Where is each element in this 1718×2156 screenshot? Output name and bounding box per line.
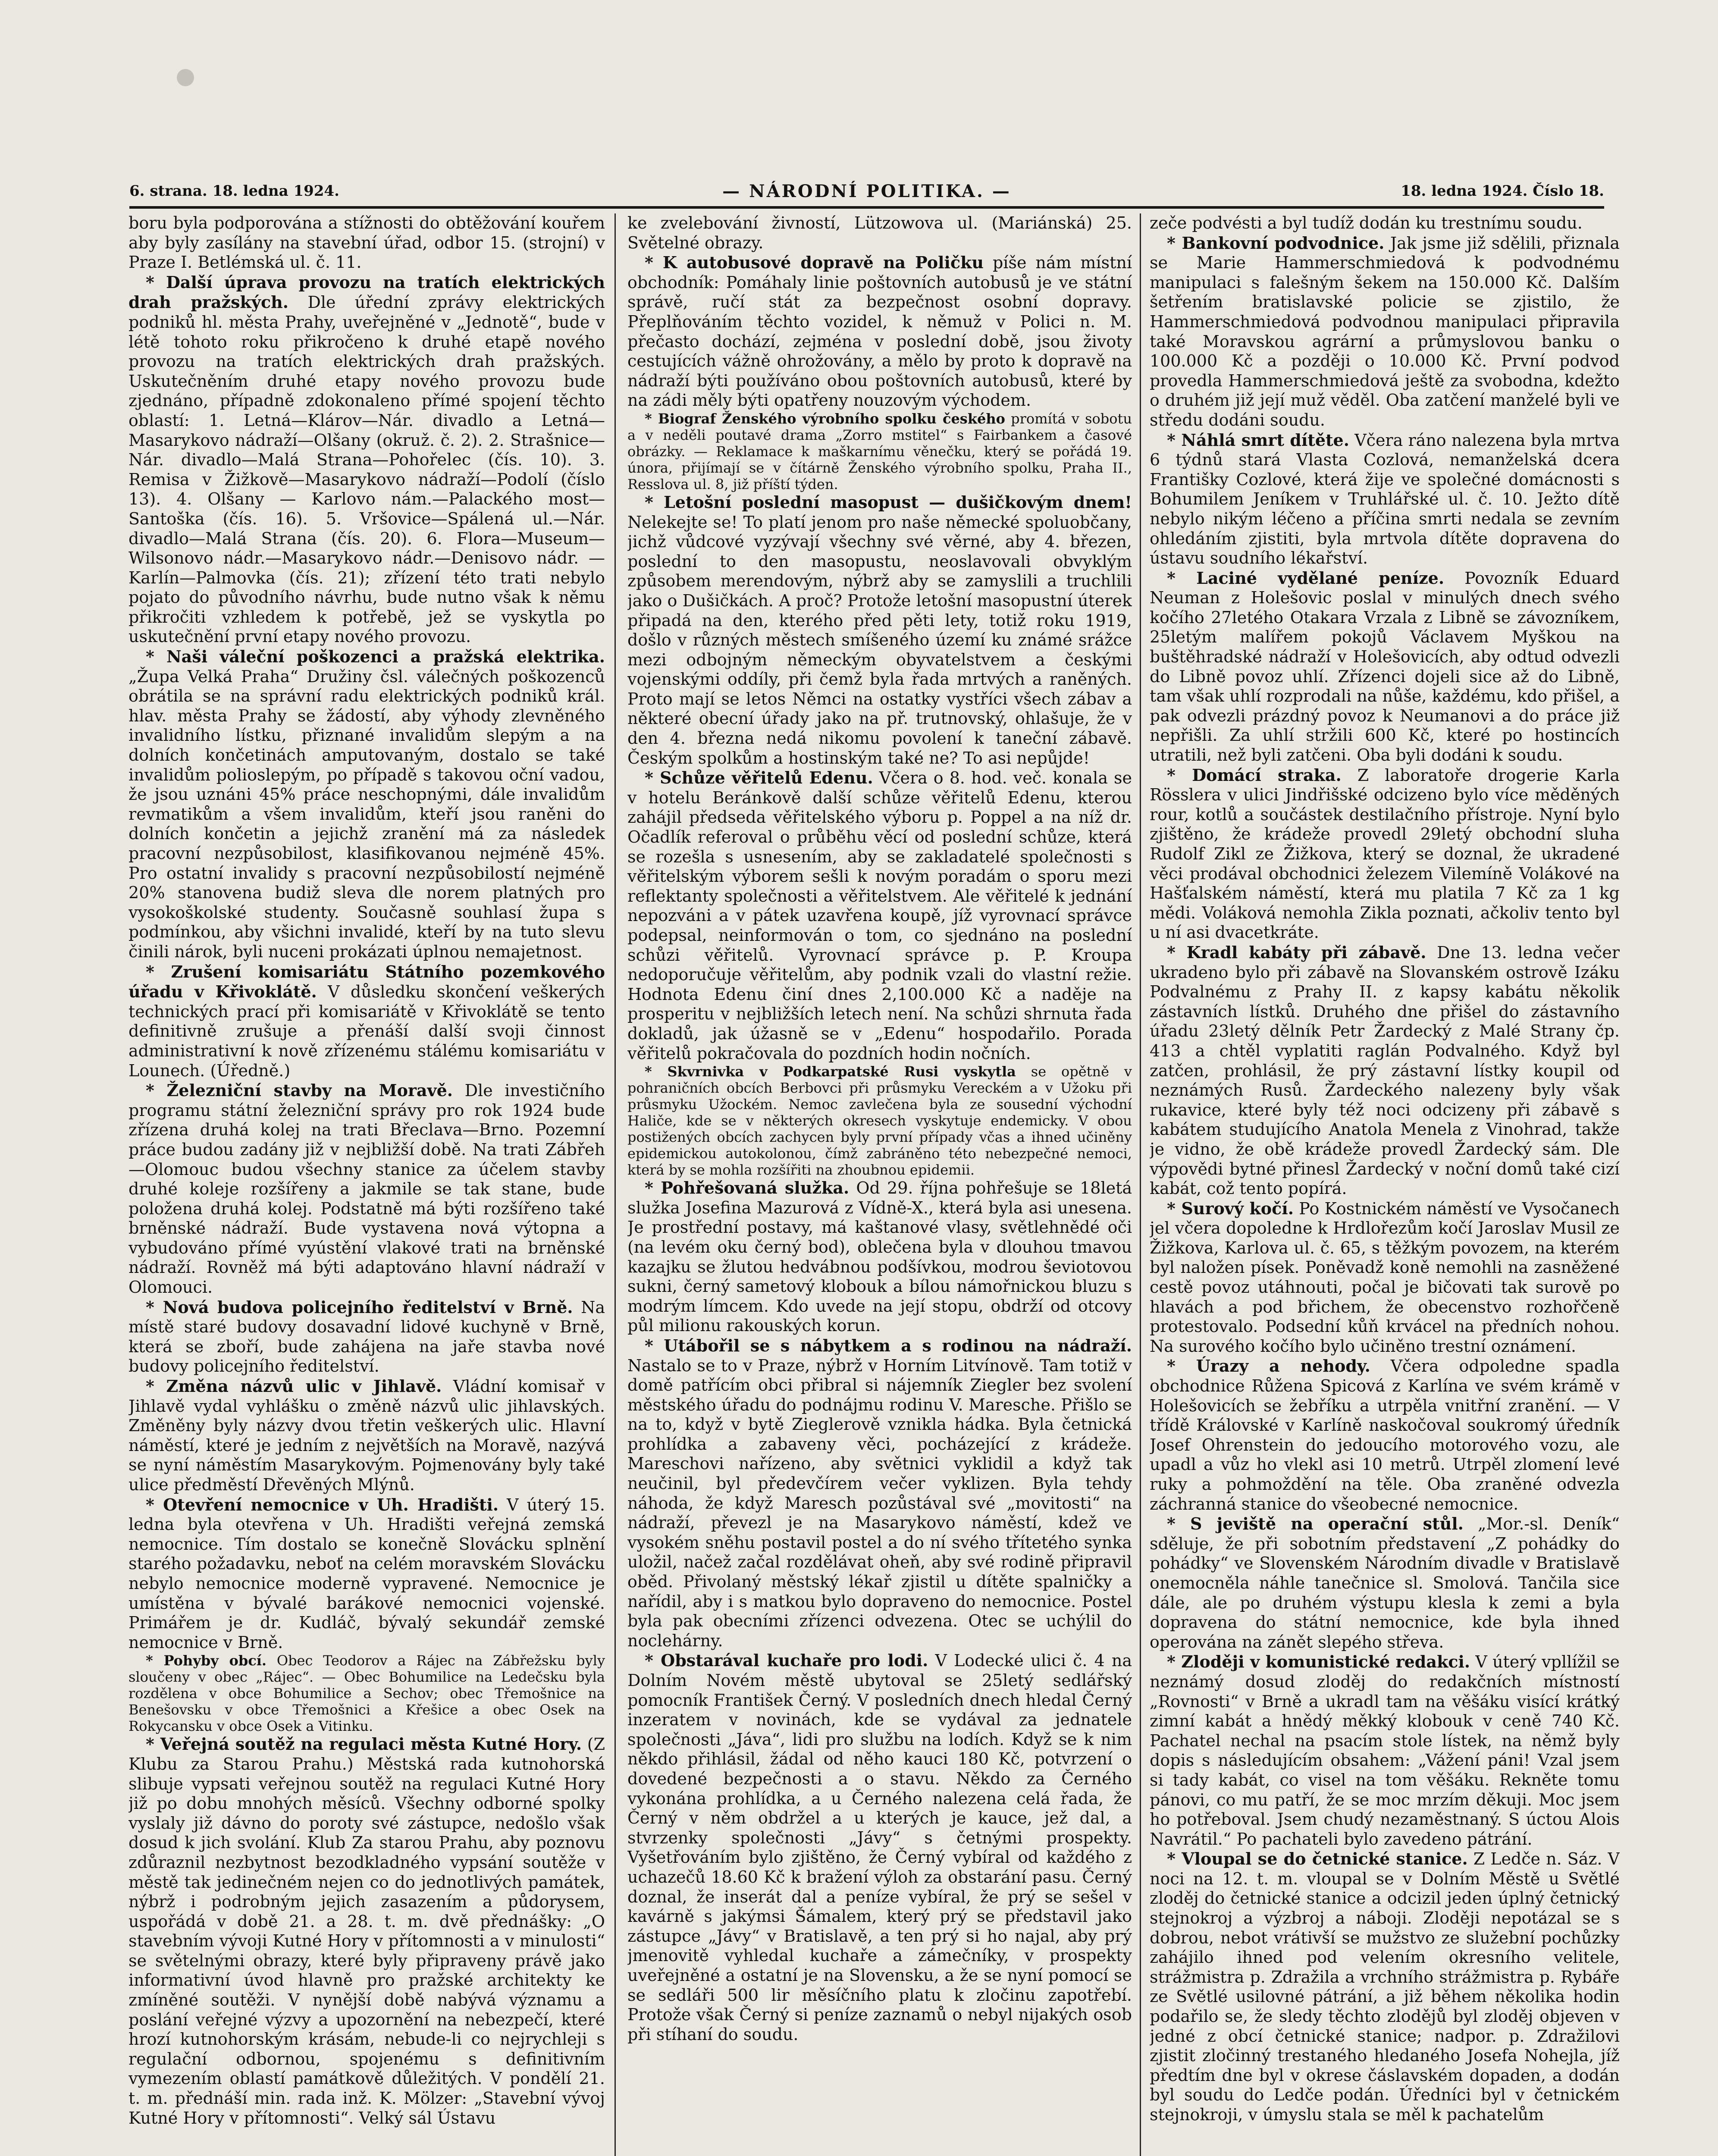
article-headline: * Domácí straka. (1167, 765, 1342, 785)
article-headline: * S jeviště na operační stůl. (1167, 1514, 1464, 1534)
article-body: Jak jsme již sdělili, přiznala se Marie Hammerschmiedová k podvodnému manipulaci s falešným šekem na 150.000 Kč. Dalším šetřením bratislavské policie se zjistilo, že Hammerschmiedová podvodnou manipulaci připravila také Moravskou agrární a průmyslovou banku o 100.000 Kč a později o 10.000 Kč. První podvod provedla Hammerschmiedová ještě za svobodna, kdežto o druhém již její muž věděl. Oba zatčení manželé byli ve středu dodáni soudu. (1150, 233, 1620, 429)
ink-spot (177, 69, 194, 86)
article-headline: * Náhlá smrt dítěte. (1167, 430, 1349, 450)
article-headline: * Nová budova policejního ředitelství v Brně. (146, 1297, 573, 1317)
article-body: ke zvelebování živností, Lützowova ul. (Mariánská) 25. Světelné obrazy. (627, 213, 1132, 252)
article-headline: * Skvrnivka v Podkarpatské Rusi vyskytla (645, 1063, 1016, 1080)
article-paragraph (1150, 233, 1620, 430)
article-body: (Z Klubu za Starou Prahu.) Městská rada kutnohorská slibuje vypsati veřejnou soutěž na regulaci Kutné Hory již po dobu mnohých měsíců. Všechny odborné spolky vyslaly již dávno do poroty své zástupce, nedošlo však dosud k jich svolání. Klub Za starou Prahu, aby poznovu zdůraznil nezbytnost bezodkladného vypsání soutěže v městě tak jedinečném nejen co do jednotlivých památek, nýbrž i podrobným jejich zasazením a půdorysem, uspořádá v době 21. a 28. t. m. dvě přednášky: „O stavebním vývoji Kutné Hory v přítomnosti a v minulosti“ se světelnými obrazy, které byly připraveny právě jako informativní úvod hlavně pro pražské architekty ke zmíněné soutěži. V nynější době nabývá významu a poslání veřejné výzvy a upozornění na nebezpečí, které hrozí kutnohorským krásám, nebude-li co nejrychleji s regulační odbornou, spojenému s definitivním vymezením oblastí památkově důležitých. V pondělí 21. t. m. přednáší min. rada inž. K. Mölzer: „Stavební vývoj Kutné Hory v přítomnosti“. Velký sál Ústavu (129, 1735, 605, 2128)
article-body: Po Kostnickém náměstí ve Vysočanech jel včera dopoledne k Hrdlořezům kočí Jaroslav Musil ze Žižkova, Karlova ul. č. 65, s těžkým povozem, na kterém byl naložen písek. Poněvadž koně nemohli na zasněžené cestě povoz utáhnouti, počal je bičovati tak surově po hlavách a pod břichem, že obecenstvo rozhořčeně protestovalo. Podsední kůň krvácel na předních nohou. Na surového kočího bylo učiněno trestní oznámení. (1150, 1199, 1620, 1356)
article-body: Včera odpoledne spadla obchodnice Růžena Spicová z Karlína ve svém krámě v Holešovicích se žebříku a utrpěla vnitřní zranění. — V třídě Královské v Karlíně naskočoval soukromý úředník Josef Ohrenstein do jedoucího motorového vozu, ale upadl a vůz ho vlekl asi 10 metrů. Utrpěl zlomení levé ruky a pohmoždění na těle. Oba zraněné odvezla záchranná stanice do všeobecné nemocnice. (1150, 1357, 1620, 1514)
article-body: V úterý 15. ledna byla otevřena v Uh. Hradišti veřejná zemská nemocnice. Tím dostalo se konečně Slovácku splnění starého požadavku, neboť na celém moravském Slovácku nebylo nemocnice moderně vypravené. Nemocnice je umístěna v bývalé barákové nemocnici vojenské. Primářem je dr. Kudláč, bývalý sekundář zemské nemocnice v Brně. (129, 1495, 605, 1652)
article-body: se opětně v pohraničních obcích Berbovci při průsmyku Vereckém a v Užoku při průsmyku Užockém. Nemoc zavlečena byla ze sousední východní Haliče, kde se v některých okresech vyskytuje endemicky. V obou postižených obcích zachycen byly první případy včas a ihned učiněny epidemickou autokolonou, čímž zabráněno této nebezpečné nemoci, která by se mohla rozšířiti na zhoubnou epidemii. (627, 1063, 1132, 1178)
article-body: „Mor.-sl. Deník“ sděluje, že při sobotním představení „Z pohádky do pohádky“ ve Slovenském Národním divadle v Bratislavě onemocněla náhle tanečnice sl. Smolová. Tančila sice dále, ale po druhém výstupu klesla k zemi a byla dopravena do státní nemocnice, kde byla ihned operována na zánět slepého střeva. (1150, 1514, 1620, 1651)
article-paragraph (627, 1651, 1132, 2044)
article-paragraph (1150, 943, 1620, 1199)
article-paragraph (129, 1734, 605, 2128)
column-divider (1140, 213, 1141, 2156)
article-paragraph (1150, 568, 1620, 765)
article-body: Z Ledče n. Sáz. V noci na 12. t. m. vloupal se v Dolním Městě u Světlé zloděj do četnické stanice a odcizil jeden úplný četnický stejnokroj a výzbroj a náboji. Zloději nepotázal se s dobrou, nebot vrátivší se mužstvo ze služební pochůzky zahájilo ihned pod velením okresního velitele, strážmistra p. Zdražila a vrchního strážmistra p. Rybáře ze Světlé usilovné pátrání, a již během několika hodin podařilo se, že sledy těchto zlodějů byl zloděj objeven v jedné z obcí četnické stanice; nadpor. p. Zdražilovi zjistit zločinný trestaného hledaného Josefa Nohejla, jíž předtím dne byl v okrese čáslavském dopaden, a dodán byl soudu do Ledče podán. Úředníci byl v četnickém stejnokroji, v úmyslu stala se měl k pachatelům (1150, 1849, 1620, 2124)
article-body: Z laboratoře drogerie Karla Rösslera v ulici Jindřišské odcizeno bylo více měděných rour, kotlů a součástek destilačního přístroje. Nyní bylo zjištěno, že krádeže provedl 29letý obchodní sluha Rudolf Zikl ze Žižkova, který se doznal, že ukradené věci prodával obchodnici železem Vilemíně Volákové na Hašťalském náměstí, která mu platila 7 Kč za 1 kg mědi. Voláková nemohla Zikla poznati, ačkoliv tento byl u ní asi dvacetkráte. (1150, 765, 1620, 942)
article-body: Nelekejte se! To platí jenom pro naše německé spoluobčany, jichž vůdcové vyzývají všechny své věrné, aby 4. březen, poslední to den masopustu, neoslavovali obvyklým způsobem merendovým, nýbrž aby se zamyslili a truchlili jako o Dušičkách. A proč? Protože letošní masopustní úterek připadá na den, kterého před pěti lety, totiž roku 1919, došlo v různých městech smíšeného území ku známé srážce mezi odbojným německým obyvatelstvem a českými vojenskými oddíly, při čemž byla řada mrtvých a raněných. Proto mají se letos Němci na ostatky vystříci všech zábav a některé obecní úřady jako na př. trutnovský, ohlašuje, že v den 4. března nedá nikomu povolení k taneční zábavě. Českým spolkům a hostinským také ne? To asi nepůjde! (627, 512, 1132, 768)
article-headline: * K autobusové dopravě na Poličku (645, 253, 984, 273)
article-headline: * Naši váleční poškozenci a pražská elektrika. (146, 647, 605, 667)
article-body: Nastalo se to v Praze, nýbrž v Horním Litvínově. Tam totiž v domě patřícím obci přibral si nájemník Ziegler bez svolení městského úřadu do podnájmu rodinu V. Maresche. Přišlo se na to, když v bytě Zieglerově vznikla hádka. Byla četnická prohlídka a zabaveny věci, pocházející z krádeže. Mareschovi nařízeno, aby světnici vyklidil a když tak neučinil, byl předevčírem večer vyklizen. Byla tehdy náhoda, že když Maresch pozůstával své „movitosti“ na nádraží, převezl je na Masarykovo náměstí, kdež ve vysokém sněhu postavil postel a do ní svého třítetého synka uložil, načež začal rozdělávat oheň, aby své rodině připravil oběd. Přivolaný městský lékař zjistil u dítěte spalničky a nařídil, aby i s matkou bylo dopraveno do nemocnice. Postel byla pak obecními zřízenci odvezena. Otec se uchýlil do noclehárny. (627, 1356, 1132, 1650)
article-body: Dle investičního programu státní železniční správy pro rok 1924 bude zřízena druhá kolej na trati Břeclava—Brno. Pozemní práce budou zadány již v nejbližší době. Na trati Zábřeh—Olomouc budou všechny stanice za účelem stavby druhé koleje rozšířeny a jakmile se tak stane, bude položena druhá kolej. Podstatně má býti rozšířeno také brněnské nádraží. Bude vystavena nová výtopna a vybudováno přímé vyústění vlakové trati na brněnské nádraží. Rovněž má býti adaptováno hlavní nádraží v Olomouci. (129, 1081, 605, 1297)
article-paragraph (627, 1336, 1132, 1651)
article-body: „Župa Velká Praha“ Družiny čsl. válečných poškozenců obrátila se na správní radu elektrických podniků král. hlav. města Prahy se žádostí, aby výhody zlevněného invalidního lístku, přiznané invalidům slepým a na dolních končetinách amputovaným, dostalo se také invalidům polioslepým, po případě s takovou oční vadou, že jsou uznáni 45% práce neschopnými, dále invalidům revmatikům a všem invalidům, kteří jsou raněni do dolních končetin a jejichž zranění má za následek pracovní nezpůsobilost, klasifikovanou nejméně 45%. Pro ostatní invalidy s pracovní nezpůsobilostí nejméně 20% stanovena budiž sleva dle norem platných pro vysokoškolské studenty. Současně souhlasí župa s podmínkou, aby všichni invalidé, kteří by na tuto slevu činili nárok, byli nuceni prokázati úplnou nemajetnost. (129, 667, 605, 961)
article-body: V Lodecké ulici č. 4 na Dolním Novém městě ubytoval se 25letý sedlářský pomocník František Černý. V posledních dnech hledal Černý inzeratem v novinách, kde se vydával za jednatele společnosti „Jáva“, lidi pro službu na lodích. Když se k nim někdo přihlásil, žádal od něho kauci 180 Kč, potvrzení o dovedené bezpečnosti a o stavu. Někdo za Černého vykonána prohlídka, a u Černého nalezena celá řada, že Černý v něm obdržel a u kterých je kauce, jež dal, a stvrzenky společnosti „Jávy“ s četnými prospekty. Vyšetřováním bylo zjištěno, že Černý vybíral od každého z uchazečů 18.60 Kč k bražení výloh za obstarání pasu. Černý doznal, že inserát dal a peníze vybíral, že prý se sešel v kavárně s jakýmsi Šámalem, který prý se představil jako zástupce „Jávy“ v Bratislavě, a ten prý si ho najal, aby prý jmenovitě vyhledal kuchaře a zámečníky, v prospekty uveřejněné a ostatní je na Slovensku, a že se nyní pomocí se se sedláři 500 lir měsíčního platu k zločinu zapotřebí. Protože však Černý si peníze zaznamů o nebyl nijakých osob při stíhaní do soudu. (627, 1651, 1132, 2044)
article-paragraph (627, 1063, 1132, 1178)
page-header (129, 176, 1604, 209)
article-body: Na místě staré budovy dosavadní lidové kuchyně v Brně, která se zboří, bude zahájena na jaře stavba nové budovy policejního ředitelství. (129, 1297, 605, 1376)
article-paragraph (129, 213, 605, 273)
article-paragraph (1150, 765, 1620, 943)
article-paragraph (1150, 213, 1620, 233)
header-right: 18. ledna 1924. Číslo 18. (1401, 182, 1604, 200)
article-paragraph (627, 253, 1132, 411)
article-paragraph (1150, 430, 1620, 568)
article-body: V důsledku skončení veškerých technických prací při komisariátě v Křivoklátě se tento definitivně zrušuje a přenáší další svoji činnost administrativní k nově zřízenému stálému komisariátu v Lounech. (Úředně.) (129, 982, 605, 1080)
article-body: Od 29. října pohřešuje se 18letá služka Josefina Mazurová z Vídně-X., která byla asi unesena. Je prostřední postavy, má kaštanové vlasy, světlehnědé oči (na levém oku černý bod), oblečena byla v dlouhou tmavou kazajku se žlutou hedvábnou podšívkou, modrou ševiotovou sukni, černý sametový klobouk a bílou námořnickou bluzu s modrým límcem. Kdo uvede na její stopu, obdrží od otcovy půl milionu rakouských korun. (627, 1178, 1132, 1335)
article-headline: * Pohyby obcí. (146, 1652, 267, 1669)
masthead-title: — NÁRODNÍ POLITIKA. — (722, 181, 1011, 201)
article-body: Obec Teodorov a Rájec na Zábřežsku byly sloučeny v obec „Rájec“. — Obec Bohumilice na Ledečsku byla rozdělena v obce Bohumilice a Sechov; obec Třemošnice na Benešovsku v obce Třemošnici a Křešice a obec Osek na Rokycansku v obce Osek a Vitinku. (129, 1652, 605, 1735)
article-headline: * Zrušení komisariátu Státního pozemkového úřadu v Křivoklátě. (129, 962, 605, 1002)
article-paragraph (129, 962, 605, 1081)
column-1 (129, 213, 605, 2156)
article-body: Včera ráno nalezena byla mrtva 6 týdnů stará Vlasta Cozlová, nemanželská dcera Františky Cozlové, která žije ve společné domácnosti s Bohumilem Jeníkem v Truhlářské ul. č. 10. Ježto dítě nebylo nikým léčeno a příčina smrti nedala se zevním ohledáním zjistiti, byla mrtvola dítěte dopravena do ústavu soudního lékařství. (1150, 430, 1620, 568)
article-headline: * Železniční stavby na Moravě. (146, 1081, 453, 1100)
article-body: Dle úřední zprávy elektrických podniků hl. města Prahy, uveřejněné v „Jednotě“, bude v létě tohoto roku přikročeno k druhé etapě nového provozu na tratích elektrických drah pražských. Uskutečněním druhé etapy nového provozu bude zjednáno, případně zdokonaleno přímé spojení těchto oblastí: 1. Letná—Klárov—Nár. divadlo a Letná—Masarykovo nádraží—Olšany (okruž. č. 2). 2. Strašnice—Nár. divadlo—Malá Strana—Pohořelec (čís. 10). 3. Remisa v Žižkově—Masarykovo nádraží—Podolí (číslo 13). 4. Olšany — Karlovo nám.—Palackého most—Santoška (čís. 16). 5. Vršovice—Spálená ul.—Nár. divadlo—Malá Strana (čís. 20). 6. Flora—Museum—Wilsonovo nádr.—Masarykovo nádr.—Denisovo nádr. — Karlín—Palmovka (čís. 21); zřízení této trati nebylo pojato do původního návrhu, bude nutno však k němu přikročiti vzhledem k potřebě, jež se vyskytla po uskutečnění první etapy nového provozu. (129, 293, 605, 646)
column-2 (627, 213, 1132, 2156)
article-paragraph (627, 213, 1132, 253)
article-headline: * Další úprava provozu na tratích elektrických drah pražských. (129, 272, 605, 312)
article-headline: * Zloději v komunistické redakci. (1167, 1652, 1470, 1672)
article-paragraph (129, 1297, 605, 1376)
header-left: 6. strana. 18. ledna 1924. (129, 182, 339, 200)
column-divider (614, 213, 616, 2156)
article-body: V úterý vpllížil se neznámý dosud zloděj do redakčních místností „Rovnosti“ v Brně a ukradl tam na věšáku visící krátký zimní kabát a hnědý měkký klobouk v ceně 740 Kč. Pachatel nechal na psacím stole lístek, na němž byly dopis s následujícím obsahem: „Vážení páni! Vzal jsem si tady kabát, co visel na tom věšáku. Rekněte tomu pánovi, co mu patří, že se moc mrzím děkuji. Moc jsem ho potřeboval. Jsem chudý nezaměstnaný. S úctou Alois Navrátil.“ Po pachateli bylo zavedeno pátrání. (1150, 1652, 1620, 1849)
article-headline: * Letošní poslední masopust — dušičkovým dnem! (645, 492, 1132, 512)
article-paragraph (627, 492, 1132, 768)
article-headline: * Utábořil se s nábytkem a s rodinou na nádraží. (645, 1335, 1132, 1355)
article-headline: * Veřejná soutěž na regulaci města Kutné Hory. (146, 1734, 582, 1754)
article-headline: * Schůze věřitelů Edenu. (645, 768, 873, 788)
article-paragraph (1150, 1356, 1620, 1514)
article-headline: * Biograf Ženského výrobního spolku českého (645, 410, 1005, 427)
article-headline: * Otevření nemocnice v Uh. Hradišti. (146, 1495, 499, 1514)
article-headline: * Pohřešovaná služka. (645, 1178, 850, 1198)
article-body: boru byla podporována a stížnosti do obtěžování kouřem aby byly zasílány na stavební úřad, odbor 15. (strojní) v Praze I. Betlémská ul. č. 11. (129, 213, 605, 272)
article-body: Povozník Eduard Neuman z Holešovic poslal v minulých dnech svého kočího 27letého Otakara Vrzala z Libně se závozníkem, 25letým malířem pokojů Václavem Myškou na buštěhradské nádraží v Holešovicích, aby odtud odvezli do Libně povoz uhlí. Zřízenci dojeli sice až do Libně, tam však uhlí rozprodali na nůše, každému, kdo přišel, a pak odvezli prázdný povoz k Neumanovi a do práce již nepřišli. Za uhlí stržili 600 Kč, které po hostincích utratili, než byli zatčeni. Oba byli dodáni k soudu. (1150, 568, 1620, 765)
article-headline: * Kradl kabáty při zábavě. (1167, 942, 1426, 962)
article-headline: * Laciné vydělané peníze. (1167, 568, 1445, 588)
article-headline: * Úrazy a nehody. (1167, 1356, 1370, 1376)
article-body: píše nám místní obchodník: Pomáhaly linie poštovních autobusů je ve státní správě, ručí stát za bezpečnost osobní dopravy. Přeplňováním těchto vozidel, k němuž v Polici n. M. přečasto dochází, zejména v poslední době, jsou životy cestujících vážně ohrožovány, a mělo by proto k dopravě na nádraží býti používáno obou poštovních autobusů, které by na zádi měly býti opatřeny nouzovým východem. (627, 253, 1132, 410)
article-body: zeče podvésti a byl tudíž dodán ku trestnímu soudu. (1150, 213, 1583, 232)
article-paragraph (1150, 1199, 1620, 1357)
article-paragraph (129, 1495, 605, 1653)
article-body: Dne 13. ledna večer ukradeno bylo při zábavě na Slovanském ostrově Izáku Podvalnému z Prahy II. z kapsy kabátu několik zástavních lístků. Druhého dne přišel do zástavního úřadu 23letý dělník Petr Žardecký z Malé Strany čp. 413 a chtěl vyplatiti raglán Podvalného. Když byl zatčen, prohlásil, že prý zástavní lístky koupil od neznámých Rusů. Žardeckého nalezeny byly však rukavice, které byly též noci odcizeny při zábavě s kabátem studujícího Anatola Menela z Vinohrad, takže je vidno, že obě krádeže provedl Žardecký sám. Dle výpovědi bytné přinesl Žardecký v noční domů také cizí kabát, což tento popírá. (1150, 943, 1620, 1198)
article-paragraph (1150, 1652, 1620, 1849)
article-paragraph (627, 768, 1132, 1063)
article-headline: * Surový kočí. (1167, 1198, 1294, 1218)
article-paragraph (129, 1652, 605, 1734)
article-body: promítá v sobotu a v neděli poutavé drama „Zorro mstitel“ s Fairbankem a časové obrázky. — Reklamace k maškarnímu věnečku, který se pořádá 19. února, přijímají se v čítárně Ženského výrobního spolku, Praha II., Resslova ul. 8, již příští týden. (627, 410, 1132, 492)
article-paragraph (627, 411, 1132, 492)
article-paragraph (129, 1376, 605, 1495)
article-paragraph (129, 647, 605, 962)
article-body: Včera o 8. hod. več. konala se v hotelu Beránkově další schůze věřitelů Edenu, kterou zahájil předseda věřitelského výboru p. Poppel a na níž dr. Očadlík referoval o průběhu věcí od poslední schůze, která se rozešla s usnesením, aby se zakladatelé společnosti s věřitelským výborem sešli k novým poradám o sporu mezi reflektanty společnosti a věřitelstvem. Ale věřitelé k jednání nepozváni a v pátek uzavřena koupě, jíž vyrovnací správce podepsal, neinformován o tom, co sjednáno na poslední schůzi věřitelů. Vyrovnací správce p. P. Kroupa nedoporučuje věřitelům, aby podnik vzali do vlastní režie. Hodnota Edenu činí dnes 2,100.000 Kč a naděje na prosperitu v nejbližších letech není. Na schůzi shrnuta řada dokladů, jak úžasně se v „Edenu“ hospodařilo. Porada věřitelů pokračovala do pozdních hodin nočních. (627, 768, 1132, 1063)
article-body: Vládní komisař v Jihlavě vydal vyhlášku o změně názvů ulic jihlavských. Změněny byly názvy dvou třetin veškerých ulic. Hlavní náměstí, které je jedním z největších na Moravě, nazývá se nyní náměstím Masarykovým. Pojmenovány byly také ulice předměstí Dřevěných Mlýnů. (129, 1377, 605, 1494)
article-paragraph (627, 1178, 1132, 1336)
article-paragraph (129, 273, 605, 647)
article-paragraph (1150, 1514, 1620, 1652)
article-headline: * Změna názvů ulic v Jihlavě. (146, 1376, 442, 1396)
article-headline: * Bankovní podvodnice. (1167, 233, 1385, 253)
article-headline: * Obstarával kuchaře pro lodi. (645, 1651, 928, 1670)
column-3 (1150, 213, 1620, 2156)
article-paragraph (129, 1081, 605, 1297)
article-paragraph (1150, 1849, 1620, 2125)
article-headline: * Vloupal se do četnické stanice. (1167, 1849, 1468, 1869)
